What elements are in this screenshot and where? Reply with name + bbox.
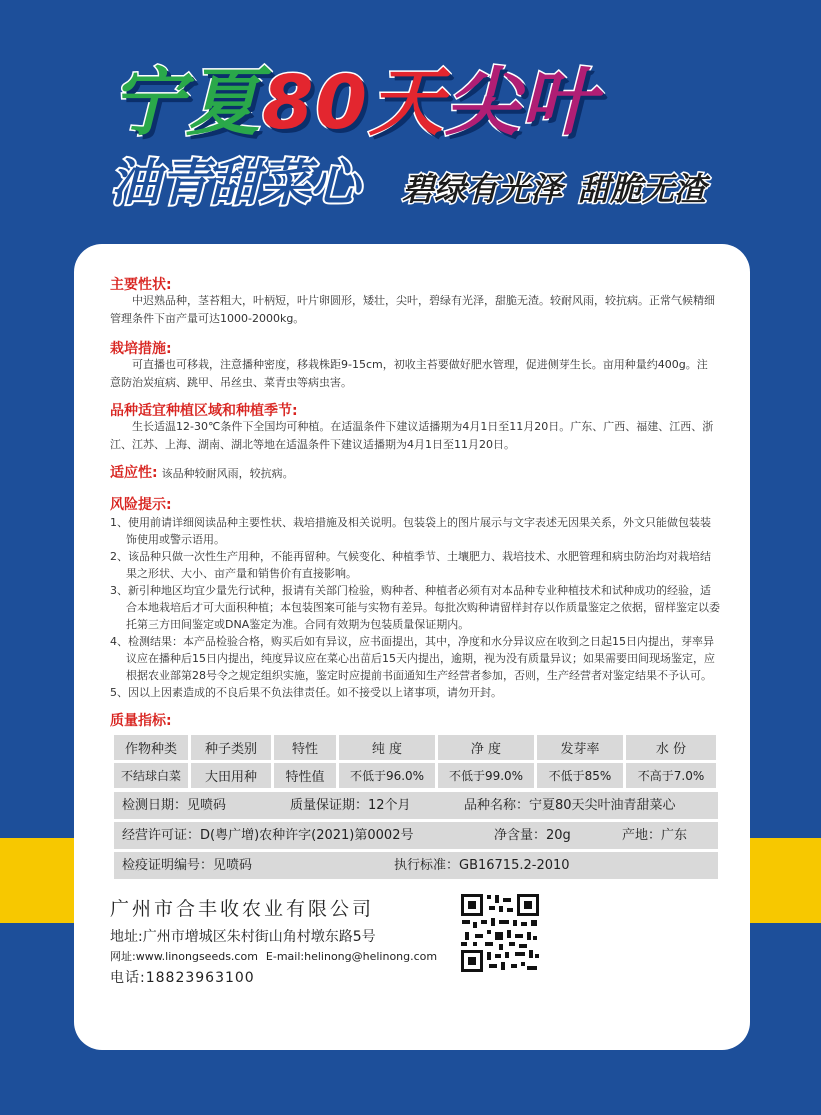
guarantee-period: 质量保证期：12个月 [290, 798, 411, 813]
risk-item: 3、新引种地区均宜少量先行试种，报请有关部门检验，购种者、种植者必须有对本品种专业种植技术和试种成功的经验，适合本地栽培后才可大面积种植；本包装图案可能与实物有差异。每批次购种请留样封存以作质量鉴定之依据，留样鉴定以委托第三方田间鉴定或DNA鉴定为准。合同有效期为包装质量保证期内。 [110, 584, 720, 631]
risk-item: 5、因以上因素造成的不良后果不负法律责任。如不接受以上诸事项，请勿开封。 [110, 686, 502, 699]
title-part-pointed-leaf: 尖叶 [444, 60, 597, 146]
table-header-cell: 发芽率 [537, 735, 623, 760]
table-cell: 不结球白菜 [114, 763, 188, 788]
product-subtitle: 油青甜菜心 [110, 154, 360, 212]
business-license: 经营许可证：D(粤广增)农种许字(2021)第0002号 [122, 828, 414, 843]
table-header-cell: 种子类别 [191, 735, 271, 760]
table-cell: 大田用种 [191, 763, 271, 788]
risk-item: 4、检测结果：本产品检验合格，购买后如有异议，应书面提出，其中，净度和水分异议应在收到之日起15日内提出，芽率异议应在播种后15日内提出，纯度异议应在菜心出苗后15天内提出，逾期，视为没有质量异议；如果需要田间现场鉴定，应根据农业部第28号令之规定组织实施，鉴定时应提前书面通知生产经营者参加，否则，生产经营者对鉴定结果不予认可。 [110, 635, 715, 682]
cultivation-text: 可直播也可移栽，注意播种密度，移栽株距9-15cm，初收主苔要做好肥水管理，促进侧芽生长。亩用种量约400g。注意防治炭疽病、跳甲、吊丝虫、菜青虫等病虫害。 [110, 358, 708, 389]
quarantine-number: 检疫证明编号：见喷码 [122, 858, 253, 873]
risk-heading: 风险提示: [110, 497, 172, 513]
net-content: 净含量：20g [494, 828, 571, 843]
company-address: 地址:广州市增城区朱村街山角村墩东路5号 [110, 929, 376, 945]
company-website: 网址:www.linongseeds.com [110, 950, 258, 963]
table-header-cell: 净 度 [438, 735, 534, 760]
traits-text: 中迟熟品种，茎苔粗大，叶柄短，叶片卵圆形，矮壮，尖叶，碧绿有光泽，甜脆无渣。较耐风雨，较抗病。正常气候精细管理条件下亩产量可达1000-2000kg。 [110, 294, 715, 325]
variety-name: 品种名称：宁夏80天尖叶油青甜菜心 [464, 798, 676, 813]
risk-item: 2、该品种只做一次性生产用种，不能再留种。气候变化、种植季节、土壤肥力、栽培技术、水肥管理和病虫防治均对栽培结果之形状、大小、亩产量和销售价有直接影响。 [110, 550, 711, 580]
product-title [110, 60, 597, 146]
company-name: 广州市合丰收农业有限公司 [110, 898, 375, 920]
region-heading: 品种适宜种植区域和种植季节: [110, 403, 298, 419]
table-header-cell: 特性 [274, 735, 336, 760]
company-contacts [110, 948, 437, 964]
traits-heading: 主要性状: [110, 277, 172, 293]
title-part-ningxia: 宁夏 [110, 60, 262, 146]
quality-row-license [114, 822, 718, 849]
origin: 产地：广东 [622, 828, 688, 843]
tagline-green-gloss: 碧绿有光泽 [402, 170, 563, 208]
risk-list [110, 514, 720, 701]
table-header-cell: 作物种类 [114, 735, 188, 760]
adaptability-label: 适应性: [110, 465, 158, 481]
risk-item: 1、使用前请详细阅读品种主要性状、栽培措施及相关说明。包装袋上的图片展示与文字表述无因果关系，外文只能做包装装饰使用或警示语用。 [110, 516, 711, 546]
table-cell: 不高于7.0% [626, 763, 716, 788]
adaptability-text: 该品种较耐风雨，较抗病。 [161, 467, 294, 480]
quality-heading: 质量指标: [110, 713, 172, 729]
table-row [114, 735, 716, 760]
region-text: 生长适温12-30℃条件下全国均可种植。在适温条件下建议适播期为4月1日至11月20日。广东、广西、福建、江西、浙江、江苏、上海、湖南、湖北等地在适温条件下建议适播期为4月1日至11月20日。 [110, 420, 714, 451]
quality-row-date [114, 792, 718, 819]
table-cell: 特性值 [274, 763, 336, 788]
table-header-cell: 纯 度 [339, 735, 435, 760]
company-email: E-mail:helinong@helinong.com [265, 950, 438, 963]
info-card [74, 244, 750, 1050]
execution-standard: 执行标准：GB16715.2-2010 [394, 858, 570, 873]
adaptability-heading [110, 462, 294, 482]
qr-code-icon [459, 892, 541, 974]
table-cell: 不低于99.0% [438, 763, 534, 788]
table-row [114, 763, 716, 788]
title-part-80days: 80天 [262, 60, 445, 146]
table-cell: 不低于96.0% [339, 763, 435, 788]
quality-row-quarantine [114, 852, 718, 879]
cultivation-heading: 栽培措施: [110, 341, 172, 357]
company-phone: 电话:18823963100 [110, 970, 255, 986]
table-header-cell: 水 份 [626, 735, 716, 760]
table-cell: 不低于85% [537, 763, 623, 788]
tagline-crisp-sweet: 甜脆无渣 [578, 170, 707, 208]
quality-table [111, 732, 719, 791]
test-date: 检测日期：见喷码 [122, 798, 227, 813]
